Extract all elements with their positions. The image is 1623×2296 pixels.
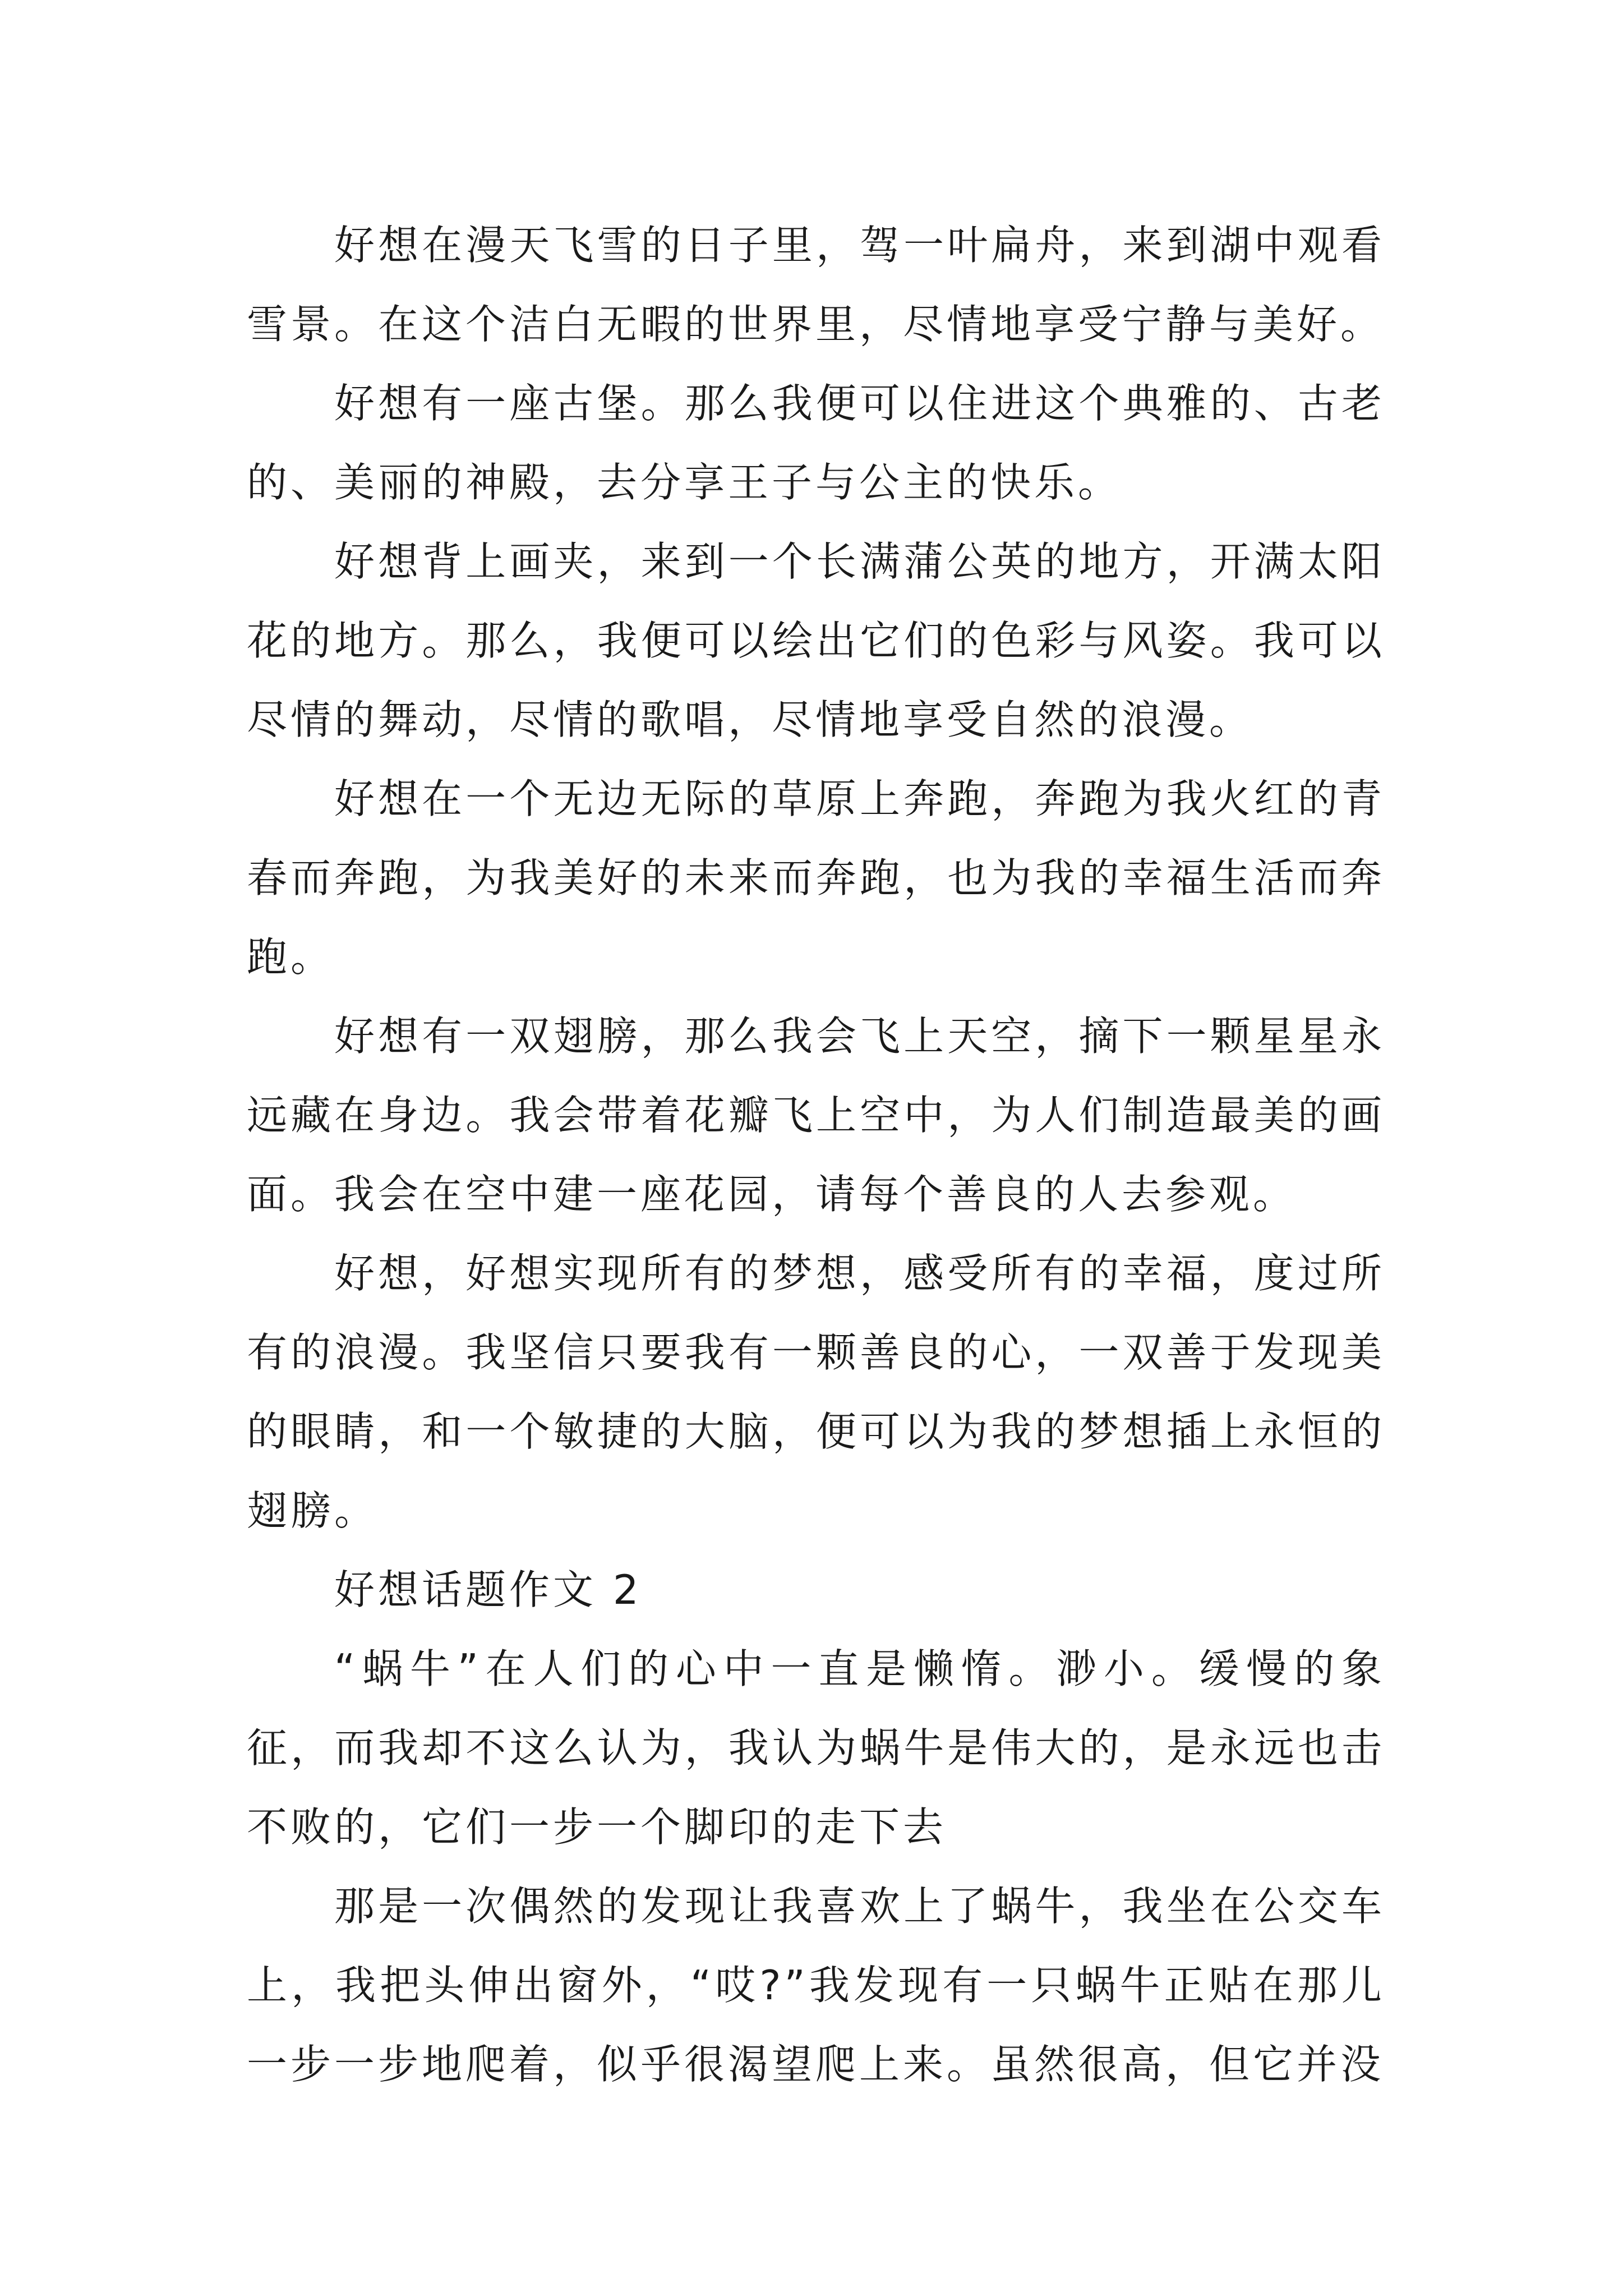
document-body: [247, 206, 1385, 2104]
paragraph-2: 好想有一座古堡。那么我便可以住进这个典雅的、古老的、美丽的神殿，去分享王子与公主的快乐。: [247, 380, 1385, 506]
paragraph-3: 好想背上画夹，来到一个长满蒲公英的地方，开满太阳花的地方。那么，我便可以绘出它们的色彩与风姿。我可以尽情的舞动，尽情的歌唱，尽情地享受自然的浪漫。: [247, 538, 1385, 743]
paragraph-8: 那是一次偶然的发现让我喜欢上了蜗牛，我坐在公交车上，我把头伸出窗外，“哎?”我发现有一只蜗牛正贴在那儿一步一步地爬着，似乎很渴望爬上来。虽然很高，但它并没: [247, 1883, 1385, 2088]
paragraph-1: 好想在漫天飞雪的日子里，驾一叶扁舟，来到湖中观看雪景。在这个洁白无暇的世界里，尽情地享受宁静与美好。: [247, 222, 1385, 348]
paragraph-5: 好想有一双翅膀，那么我会飞上天空，摘下一颗星星永远藏在身边。我会带着花瓣飞上空中，为人们制造最美的画面。我会在空中建一座花园，请每个善良的人去参观。: [247, 1013, 1385, 1218]
paragraph-4: 好想在一个无边无际的草原上奔跑，奔跑为我火红的青春而奔跑，为我美好的未来而奔跑，也为我的幸福生活而奔跑。: [247, 775, 1385, 981]
section-title: 好想话题作文 2: [334, 1566, 642, 1613]
paragraph-7: “蜗牛”在人们的心中一直是懒惰。渺小。缓慢的象征，而我却不这么认为，我认为蜗牛是伟大的，是永远也击不败的，它们一步一个脚印的走下去: [247, 1645, 1385, 1851]
paragraph-6: 好想，好想实现所有的梦想，感受所有的幸福，度过所有的浪漫。我坚信只要我有一颗善良的心，一双善于发现美的眼睛，和一个敏捷的大脑，便可以为我的梦想插上永恒的翅膀。: [247, 1250, 1385, 1534]
